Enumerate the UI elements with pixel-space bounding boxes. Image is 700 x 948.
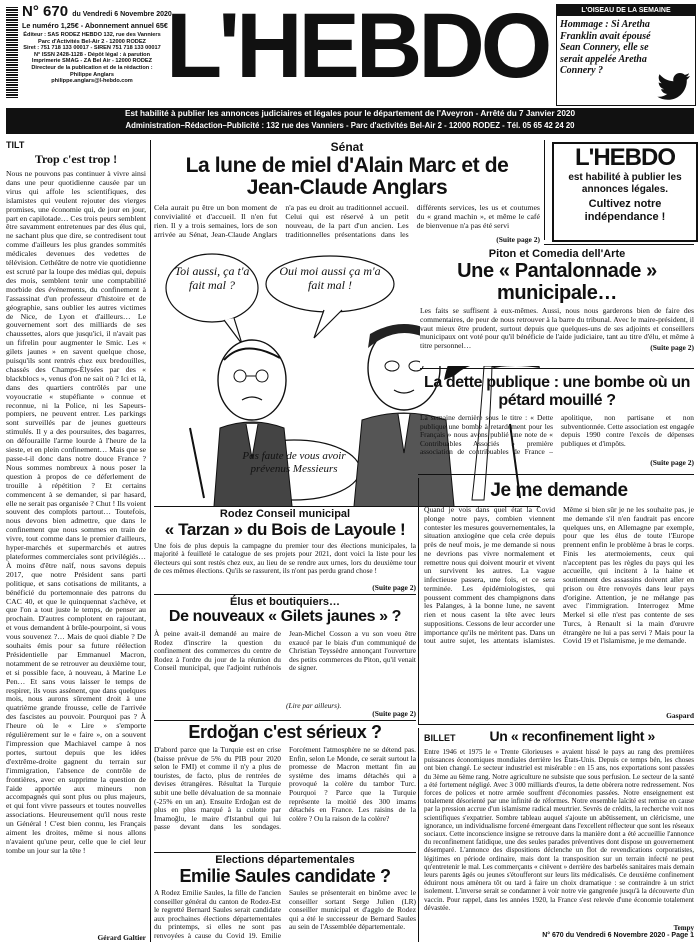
promo-logo: L'HEBDO (574, 144, 676, 171)
emilie-text: A Rodez Emilie Saules, la fille de l'ancien conseiller général du canton de Rodez-Est le regretté Bernard Saules serait candidate aux prochaines élections départementales du printemps, si elles ne sont pas renvoyées à cause du Covid 19. Emilie Saules se présenterait en binôme avec le conseiller sortant Serge Julien (LR) conseiller municipal et d'agglo de Rodez qui a été le successeur de Bernard Saules au sein de l'Assemblée départementale. (154, 888, 416, 940)
publisher-info: Éditeur : SAS RODEZ HEBDO 132, rue des Vanniers Parc d'Activités Bel-Air 2 - 12000 RODEZ Siret : 751 718 133 00017 - SIREN 751 718 133 00017 N° ISSN 2428-1128 - Dépôt légal : à parution Imprimerie SMAG - ZA Bel Air - 12000 RODEZ Directeur de la publication et de la rédaction : Philippe Anglars philippe.anglars@l-hebdo.com (23, 32, 161, 85)
tilt-label: TILT (6, 140, 25, 150)
promo-line1: est habilité à publier les annonces légales. (568, 172, 682, 195)
tilt-title: Trop c'est trop ! (34, 152, 118, 166)
barcode (6, 6, 18, 98)
gilets-aside: (Lire par ailleurs). (286, 701, 342, 710)
tilt-author: Gérard Galtier (93, 933, 146, 942)
emilie-block (154, 854, 416, 944)
emilie-title: Emilie Saules candidate ? (179, 866, 391, 886)
oiseau-text: Hommage : Si Aretha Franklin avait épousé Sean Connery, elle se serait appelée Aretha Connery ? (560, 19, 651, 76)
senat-text: Cela aurait pu être un bon moment de convivialité et d'accueil. Il n'en fut rien. Il y a trois semaines, lors de son arrivée au Sénat, Jean-Claude Anglars n'a pas eu droit au traditionnel accueil. Celui qui est réservé à un petit nouveau, de la part d'un ancien. Les traditionnelles présentations dans les différents services, les us et coutumes du « grand machin », et même le café de bienvenue n'a pas été servi (154, 203, 540, 239)
billet-block (424, 728, 694, 932)
cartoon-caption: Pas faute de vous avoir prévenus Messieurs (242, 450, 346, 475)
emilie-kicker: Elections départementales (215, 854, 355, 866)
erdogan-block (154, 722, 416, 850)
masthead (6, 0, 694, 108)
billet-label: BILLET (424, 733, 456, 743)
cartoon-bubble-right: Oui moi aussi ça m'a fait mal ! (279, 264, 381, 292)
billet-title: Un « reconfinement light » (489, 728, 655, 744)
tarzan-text: Une fois de plus depuis la campagne du premier tour des élections municipales, la majorité à feuilleté le catalogue de ses projets pour 2021, dont voici la liste pour les électeurs qui sont restés chez eux, au lieu de se rendre aux urnes, lors du deuxième tour de ces mêmes élections. Qu'ils se rassurent, ils n'ont pas perdu grand chose ! (154, 541, 416, 576)
tarzan-kicker: Rodez Conseil municipal (219, 508, 351, 520)
footer: N° 670 du Vendredi 6 Novembre 2020 - Page 1 (542, 932, 694, 939)
senat-title: La lune de miel d'Alain Marc et de Jean-Claude Anglars (185, 154, 509, 199)
gilets-text: À peine avait-il demandé au maire de Rodez d'inscrire la question du confinement des commerces du centre de Rodez à l'ordre du jour de la réunion du Conseil municipal, que l'adjoint ruthénois Jean-Michel Cosson a vu son voeu être exaucé par le biais d'un communiqué de Christian Teyssèdre annonçant l'ouverture des petits commerces du Piton, qu'il venait de signer. (154, 629, 416, 673)
address-line: Administration–Rédaction–Publicité : 132 rue des Vanniers - Parc d'activités Bel-Air 2 - 12000 RODEZ - Tél. 05 65 42 24 20 (125, 121, 575, 130)
legal-banner (6, 108, 694, 134)
gilets-title: De nouveaux « Gilets jaunes » ? (168, 608, 402, 625)
legal-line: Est habilité à publier les annonces judiciaires et légales pour le département de l'Aveyron - Arrêté du 7 Janvier 2020 (125, 109, 575, 118)
piton-block (420, 248, 694, 366)
tarzan-suite: (Suite page 2) (372, 583, 416, 592)
piton-kicker: Piton et Comedia dell'Arte (488, 248, 626, 260)
tilt-text: Nous ne pouvons pas continuer à vivre ainsi dans une peur quotidienne causée par un virus qui affole les scientifiques, des islamistes qui veulent rejouter des vierges promises, une économie qui, de jour en jour, part en capilotade… Ces trois peurs semblent être savamment entretenues par des élus qui, ne sachant plus que dire, se contredisent tout comme d'ailleurs les plus grandes sommités médicales devenues des vedettes de télévision. Cethéâtre de notre vie quotidienne est scruté par la loupe des médias qui, depuis des mois, semblent tenir une comptabilité morbide des événements, du confinement à l'assassinat d'un professeur d'histoire et de géographie, sans oublier les autres victimes de Nice, de Lyon et d'ailleurs… Le gouvernement sort des milliards de ses chaussettes, alors que jusqu'ici, il n'avait pas un fifrelin pour augmenter le Smic. Les « gilets jaunes » en savent quelque chose, puisqu'ils sont rentrés chez eux bredouilles, chassés des Champs-Élysées par des « blackblocs », venus d'on ne sait où ? Ici et là, dans des quartiers contrôlés par une voyoucratie « stupéfiante » connue et reconnue, ni la Police, ni les Sapeurs-pompiers, ne peuvent entrer. Les parkings sont surveillés par de jeunes guetteurs stimulés. Il y a des poursuites, des bagarres, on défouraille l'arme lourde à l'heure de la sieste, et en plein confinement… Mais que se passe-t-il donc dans notre douce France ? Nous sommes nombreux à nous poser la question à propos de ce déferlement de trouille à répétition ? Et certains commencent à se demander, si par hasard, elle ne serait pas organisée ? Chut ! Ils voient souvent des complots partout… Toutefois, nous devons bien admettre, que dans le confinement que nous sommes en train de vivre, tout comme dans le premier d'ailleurs, hyper-marchés et supermarchés et autres plateformes commerciales sont privilégiés… À moins d'être naïf, nous savons depuis 2017, que notre Président sans parti politique, et sans cotisations de militants, a bénéficié du portemonnaie des patrons du CAC 40, et que le quinquennat s'achève, et que l'on a tout juste le temps, de penser au prochain. D'autres complotent en rajoutant, et vous demandent à brûle-pourpoint, si vous vous souvenez ?… Mais de quoi diable ? De souhaits émis pour sa future réélection Présidentielle par Emmanuel Macron, notamment de se retrouver au deuxième tour, et si possible face, à nouveau, à Marine Le Pen… Et sans vous laisser le temps de respirer, ils vous assènent, que dans quelques mois, nous aurons sûrement droit à une quatrième grande frousse, celle de l'arrivée des fascistes au pouvoir. Pourquoi pas ? À l'heure où le « Lire » s'emporte régulièrement sur le « faire », on a souvent l'impression que Machiavel campe à nos portes, surtout depuis que les idées d'extrême-droite gagnent du terrain sur l'immigration, l'absence de contrôle de frontières, avec en supprime la question de l'aide apportée aux mineurs non accompagnés qui sont plus ou plus majeurs, et qui font vivre passeurs et toutes nouvelles associations. Heureusement qu'il nous reste un Général ! C'est bien connu, les Français aiment les droites, même si nous allons n'avaient qu'une peur, celle que le ciel leur tombe un jour sur la tête ! (6, 169, 146, 855)
cartoon-bubble-left: Toi aussi, ça t'a fait mal ? (174, 264, 250, 292)
dette-suite: (Suite page 2) (650, 458, 694, 467)
demande-title: Je me demande (490, 480, 628, 501)
twitter-bird-icon (657, 73, 691, 99)
price-line: Le numéro 1,25€ - Abonnement annuel 65€ (22, 21, 168, 30)
logo: L'HEBDO (166, 0, 549, 97)
issue-date: du Vendredi 6 Novembre 2020 (72, 11, 172, 18)
piton-title: Une « Pantalonnade » municipale… (457, 260, 657, 304)
piton-suite: (Suite page 2) (650, 343, 694, 352)
promo-line2: Cultivez notre indépendance ! (584, 198, 666, 223)
tilt-column (6, 140, 146, 942)
senat-article (154, 140, 540, 244)
demande-author: Gaspard (666, 711, 694, 720)
gilets-suite: (Suite page 2) (372, 709, 416, 718)
demande-text: Quand je vois dans quel état la Covid plonge notre pays, combien viennent contester les mesures gouvernementales, la situation anxiogène que cela crée depuis près de neuf mois, je me demande si nous ne devrions pas vivre normalement et remettre nous qui doivent mourir et vivent un survivent les autres. La vague infectieuse passera, une fois, et ce sera terminée. Les épidémiologistes, qui poussent comment des champignons dans les Palanges, à la bonne lune, ne savent rien et nous casent la tête avec leurs suppositions. Cessons de leur accorder une importance qu'ils ne méritent pas. Dans un tout autre sujet, les attentats islamistes. Même si bien sûr je ne les souhaite pas, je me demande s'il n'en faudrait pas encore quelques uns, en Allemagne par exemple, pour que les élus de toute l'Europe prennent enfin le problème à bras le corps. Finis les atermoiements, ceux qui n'acceptent pas les règles du pays qui les accueille, qui incitent à la haine et soutiennent des assassins doivent aller en prison ou être renvoyés dans leur pays d'origine. Attention, je ne mélange pas avec l'immigration. Interrogez Mme Merkel si elle n'est pas contente de ses Turcs, à Renault si la main d'œuvre étrangère ne lui a pas servi ? Mais pour la Covid 19 et l'islamisme, je me demande. (424, 505, 694, 646)
billet-author: Tempy (673, 924, 694, 932)
demande-block (424, 480, 694, 720)
tarzan-title: « Tarzan » du Bois de Layoule ! (164, 520, 406, 539)
oiseau-box (556, 4, 696, 106)
erdogan-title: Erdoğan c'est sérieux ? (188, 722, 382, 742)
promo-box (552, 142, 698, 242)
dette-title: La dette publique : une bombe où un pétard mouillé ? (424, 374, 690, 409)
issue-number: N° 670 du Vendredi 6 Novembre 2020 (22, 3, 172, 20)
piton-text: Les faits se suffisent à eux-mêmes. Aussi, nous nous garderons bien de faire des commentaires, de peur de nous retrouver à la barre du tribunal. Avec le maire-président, il vaut mieux être prudent, surtout depuis que quelques-uns de ses adjoints et conseillers municipaux ont voté pour qu'il bénéficie de l'aide judiciaire, tant au titre d'élu, et même à titre personnel… (420, 306, 694, 351)
dette-block (420, 372, 694, 472)
erdogan-text: D'abord parce que la Turquie est en crise (baisse prévue de 5% du PIB pour 2020 selon le FMI) et comme il n'y a plus de touristes, de facto, plus de rentrées de devises étrangères. Résultat la Turquie subit une belle dévaluation de sa monnaie (-25% en un an). Ensuite Erdoğan est de plus en plus marqué à la culotte par İmamoğlu, le maire d'Istanbul qui lui passe devant dans les sondages. Forcément l'atmosphère ne se détend pas. Enfin, selon Le Monde, ce serait surtout la promesse de Macron mettant fin au système des imams détachés qui a provoqué la colère du tambor Turc. Pourquoi ? Parce que la Turquie représente la moitié des 300 imams détachés en France. Les raisins de la colère ? Ou la raison de la colère? (154, 745, 416, 832)
dette-text: La semaine dernière sous le titre : « Dette publique une bombe à retardement pour les Français » nous avons publié une note de « Contribuables Associés » première association de contribuables de France – apolitique, non partisane et non subventionnée. Cette association est engagée depuis 1990 contre l'excès de dépenses publiques et d'impôts. (420, 413, 694, 457)
tarzan-block (154, 508, 416, 592)
senat-suite: (Suite page 2) (496, 235, 540, 244)
gilets-block (154, 596, 416, 718)
senat-kicker: Sénat (330, 140, 364, 154)
gilets-kicker: Élus et boutiquiers… (229, 596, 340, 608)
oiseau-title: L'OISEAU DE LA SEMAINE (557, 5, 695, 16)
billet-text: Entre 1946 et 1975 le « Trente Glorieuses » avaient hissé le pays au rang des premières puissances économiques mondiales derrière les États-Unis. Depuis ce temps bén, les choses ont bien changé. Le secteur industriel est misérable : en 15 ans, nos exportations sont passées du 3ème au 6ème rang. Notre agriculture ne subsiste que sous perfusion. Le secteur de la santé a été fortement négligé. Avec 3 000 milliards d'euros, la dette obèrera notre redressement. Nos forces de polices et notre armée souffrent d'économies passées. Notre enseignement est totalement désorienté par une infinité de réformes. Notre ensemble laïcité est remise en cause par la pression accrue d'un islamisme radical meurtrier. Sevrés de crédits, la recherche voit nos scientifiques s'expatrier. Sombre tableau auquel s'ajoute un abêtissement, un cléricisme, une ignorance, un individualisme forcené émergeant dans l'excellent réflecteur que sont les réseaux sociaux. Cette inconscience insigne se retrouve dans la manière dont a été accueillie l'annonce du reconfinement fatidique, une des seules parades préventives dont dispose un gouvernement désemparé. L'annonce des dispositions déclenche un flot de revendications corporatistes, légitimes en période ordinaire, mais dont la transposition sur un terrain infecté ne peut qu'entretenir le mal. Les commerçants « citèvent » derrière des barbelés sanitaires mais demain leurs parents âgés ou jeunes s'étoufferont sur leurs lits médicalisés. Ce deuxième confinement éduiront nous amènera tôt ou tard à faire un choix dramatique : se contraindre à un strict isolement. L'inverse serait se condamner à voir notre vie gangrenée jusqu'à la découverte d'un vaccin. Pour rappel, dans les années 1920, la France s'est relevée d'une économie totalement dévastée. (424, 748, 694, 912)
